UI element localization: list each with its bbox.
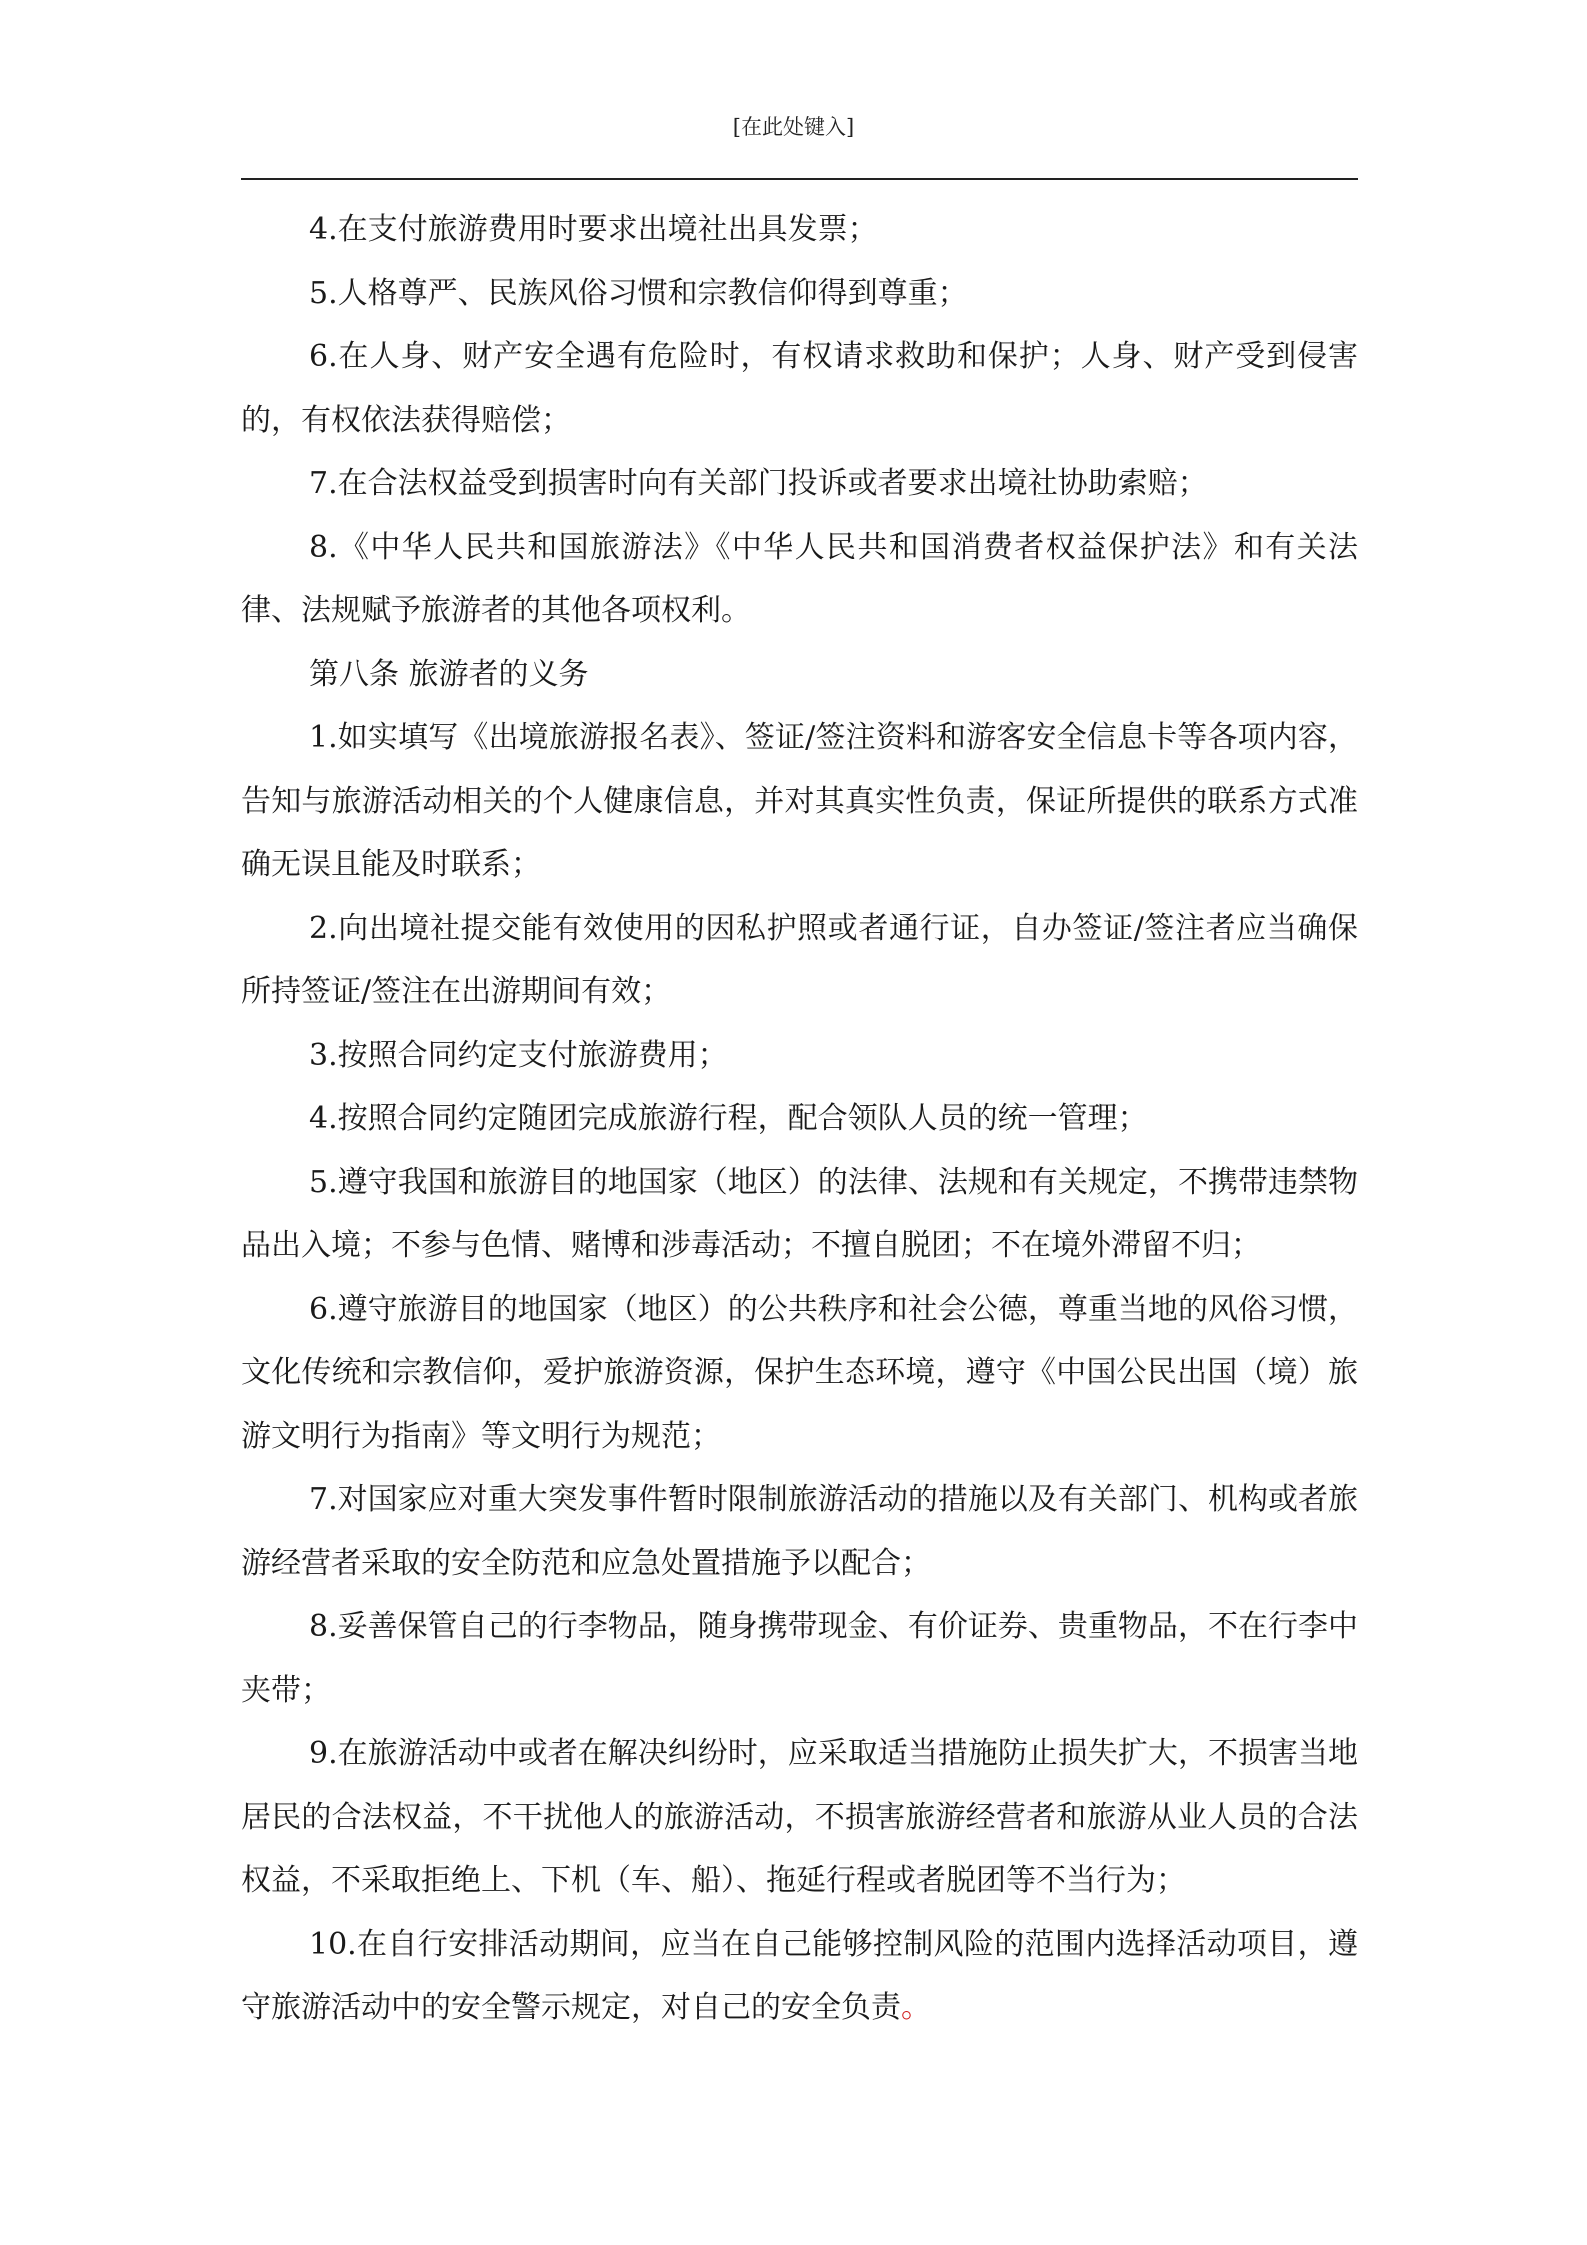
paragraph-duty-1: 1.如实填写《出境旅游报名表》、签证/签注资料和游客安全信息卡等各项内容，告知与旅游活动相关的个人健康信息，并对其真实性负责，保证所提供的联系方式准确无误且能及时联系； <box>241 720 1358 882</box>
paragraph-duty-4: 4.按照合同约定随团完成旅游行程，配合领队人员的统一管理； <box>309 1101 1148 1136</box>
paragraph-duty-8: 8.妥善保管自己的行李物品，随身携带现金、有价证券、贵重物品，不在行李中夹带； <box>241 1609 1358 1708</box>
paragraph-right-6: 6.在人身、财产安全遇有危险时，有权请求救助和保护；人身、财产受到侵害的，有权依法获得赔偿； <box>241 339 1358 438</box>
paragraph-duty-10 <box>241 1913 1358 2040</box>
paragraph-right-5: 5.人格尊严、民族风俗习惯和宗教信仰得到尊重； <box>309 275 968 311</box>
document-body <box>241 198 1358 2040</box>
page-header: [在此处键入] <box>732 115 855 139</box>
paragraph-duty-2: 2.向出境社提交能有效使用的因私护照或者通行证，自办签证/签注者应当确保所持签证/签注在出游期间有效； <box>241 910 1358 1009</box>
paragraph-end-mark: 。 <box>901 1990 931 2025</box>
paragraph-duty-9: 9.在旅游活动中或者在解决纠纷时，应采取适当措施防止损失扩大，不损害当地居民的合法权益，不干扰他人的旅游活动，不损害旅游经营者和旅游从业人员的合法权益，不采取拒绝上、下机（车、船）、拖延行程或者脱团等不当行为； <box>241 1736 1358 1898</box>
paragraph-duty-5: 5.遵守我国和旅游目的地国家（地区）的法律、法规和有关规定，不携带违禁物品出入境；不参与色情、赌博和涉毒活动；不擅自脱团；不在境外滞留不归； <box>241 1164 1358 1263</box>
paragraph-right-8: 8.《中华人民共和国旅游法》《中华人民共和国消费者权益保护法》和有关法律、法规赋予旅游者的其他各项权利。 <box>241 529 1358 628</box>
paragraph-right-7: 7.在合法权益受到损害时向有关部门投诉或者要求出境社协助索赔； <box>309 466 1208 501</box>
header-divider <box>241 178 1358 180</box>
paragraph-duty-10-text: 10.在自行安排活动期间，应当在自己能够控制风险的范围内选择活动项目，遵守旅游活动中的安全警示规定，对自己的安全负责 <box>241 1926 1358 2025</box>
article-heading: 第八条 旅游者的义务 <box>309 656 589 692</box>
paragraph-right-4: 4.在支付旅游费用时要求出境社出具发票； <box>309 212 878 247</box>
paragraph-duty-3: 3.按照合同约定支付旅游费用； <box>309 1037 728 1073</box>
paragraph-duty-6: 6.遵守旅游目的地国家（地区）的公共秩序和社会公德，尊重当地的风俗习惯，文化传统和宗教信仰，爱护旅游资源，保护生态环境，遵守《中国公民出国（境）旅游文明行为指南》等文明行为规范； <box>241 1291 1358 1454</box>
paragraph-duty-7: 7.对国家应对重大突发事件暂时限制旅游活动的措施以及有关部门、机构或者旅游经营者采取的安全防范和应急处置措施予以配合； <box>241 1482 1358 1581</box>
